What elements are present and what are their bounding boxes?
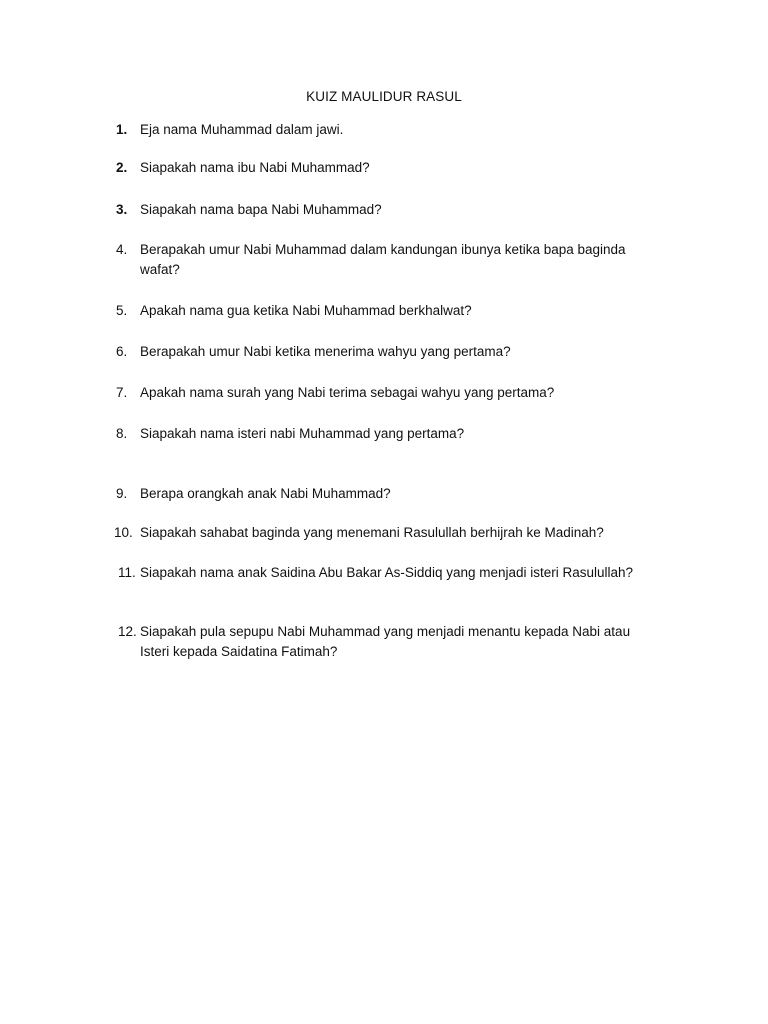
question-text: Apakah nama gua ketika Nabi Muhammad berkhalwat? [140, 303, 472, 318]
question-text: Apakah nama surah yang Nabi terima sebagai wahyu yang pertama? [140, 385, 555, 400]
question-text: Siapakah nama bapa Nabi Muhammad? [140, 202, 382, 217]
question-number: 8. [116, 426, 128, 441]
question-text: Siapakah sahabat baginda yang menemani Rasulullah berhijrah ke Madinah? [140, 525, 604, 540]
question-text: Siapakah nama isteri nabi Muhammad yang pertama? [140, 426, 465, 441]
question-number: 10. [114, 525, 133, 540]
question-text: Siapakah nama anak Saidina Abu Bakar As-Siddiq yang menjadi isteri Rasulullah? [140, 565, 634, 580]
question-text: Berapakah umur Nabi Muhammad dalam kandungan ibunya ketika bapa baginda wafat? [140, 242, 626, 277]
question-number: 4. [116, 242, 128, 257]
question-number: 2. [116, 160, 128, 175]
question-number: 1. [116, 122, 128, 137]
question-number: 12. [118, 624, 137, 639]
question-text: Berapa orangkah anak Nabi Muhammad? [140, 486, 391, 501]
question-number: 6. [116, 344, 128, 359]
question-number: 5. [116, 303, 128, 318]
question-text: Berapakah umur Nabi ketika menerima wahyu yang pertama? [140, 344, 511, 359]
question-number: 7. [116, 385, 128, 400]
question-text: Siapakah pula sepupu Nabi Muhammad yang menjadi menantu kepada Nabi atau Isteri kepada Saidatina Fatimah? [140, 624, 631, 659]
question-number: 9. [116, 486, 128, 501]
question-number: 3. [116, 202, 128, 217]
question-text: Siapakah nama ibu Nabi Muhammad? [140, 160, 370, 175]
question-number: 11. [118, 565, 136, 580]
question-text: Eja nama Muhammad dalam jawi. [140, 122, 344, 137]
quiz-title: KUIZ MAULIDUR RASUL [306, 89, 462, 104]
